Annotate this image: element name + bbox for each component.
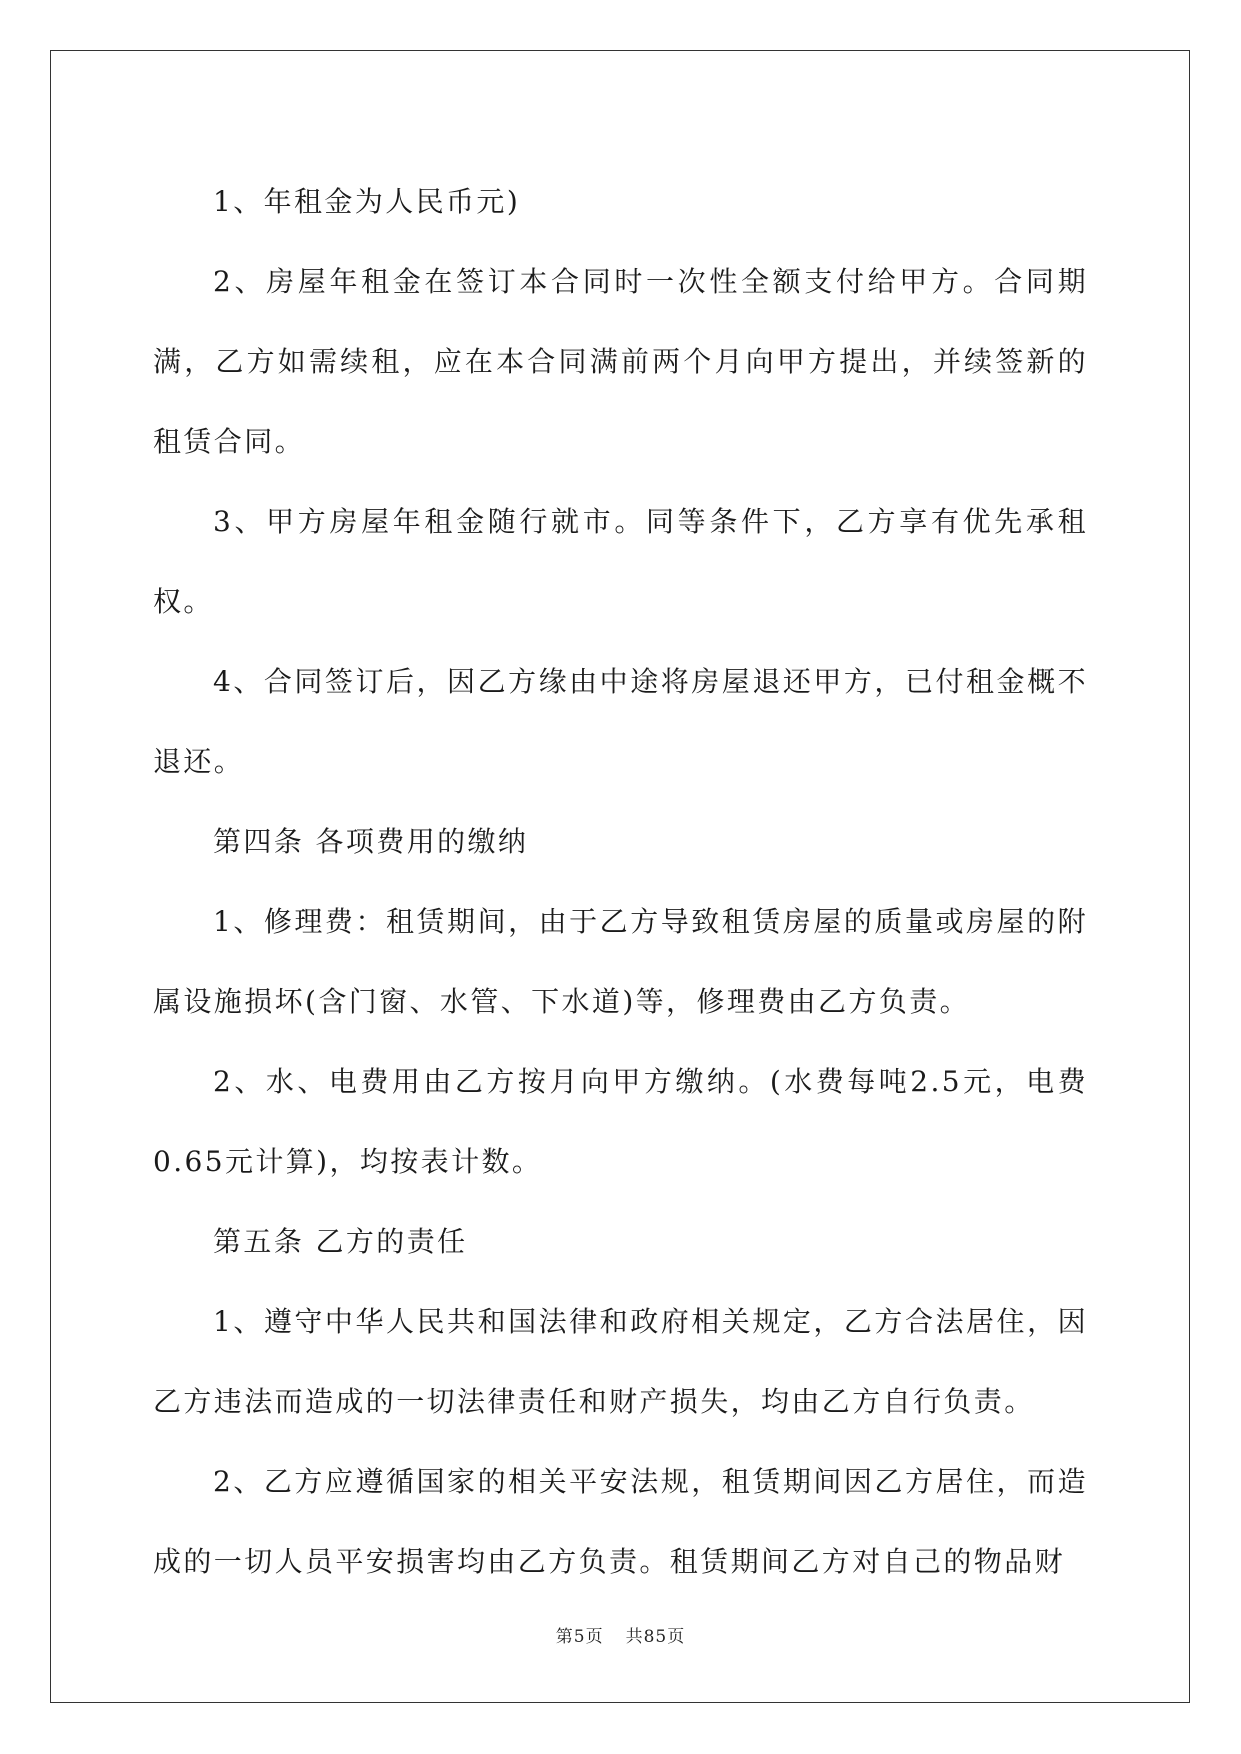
document-body <box>153 162 1088 1602</box>
section-heading-article-4: 第四条 各项费用的缴纳 <box>213 825 529 858</box>
paragraph-legal-compliance: 1、遵守中华人民共和国法律和政府相关规定，乙方合法居住，因乙方违法而造成的一切法律责任和财产损失，均由乙方自行负责。 <box>153 1305 1088 1418</box>
paragraph-early-termination: 4、合同签订后，因乙方缘由中途将房屋退还甲方，已付租金概不退还。 <box>153 665 1088 778</box>
paragraph-rent-payment: 2、房屋年租金在签订本合同时一次性全额支付给甲方。合同期满，乙方如需续租，应在本合同满前两个月向甲方提出，并续签新的租赁合同。 <box>153 265 1088 458</box>
paragraph-utility-fees: 2、水、电费用由乙方按月向甲方缴纳。(水费每吨2.5元，电费0.65元计算)，均按表计数。 <box>153 1065 1088 1178</box>
total-pages: 共85页 <box>625 1627 686 1647</box>
page-number: 第5页 <box>555 1627 604 1647</box>
section-heading-article-5: 第五条 乙方的责任 <box>213 1225 468 1258</box>
paragraph-market-rent: 3、甲方房屋年租金随行就市。同等条件下，乙方享有优先承租权。 <box>153 505 1088 618</box>
paragraph-safety-responsibility: 2、乙方应遵循国家的相关平安法规，租赁期间因乙方居住，而造成的一切人员平安损害均由乙方负责。租赁期间乙方对自己的物品财 <box>153 1465 1088 1578</box>
paragraph-repair-fee: 1、修理费：租赁期间，由于乙方导致租赁房屋的质量或房屋的附属设施损坏(含门窗、水管、下水道)等，修理费由乙方负责。 <box>153 905 1088 1018</box>
paragraph-annual-rent: 1、年租金为人民币元) <box>213 185 521 218</box>
page-footer <box>0 1622 1241 1647</box>
